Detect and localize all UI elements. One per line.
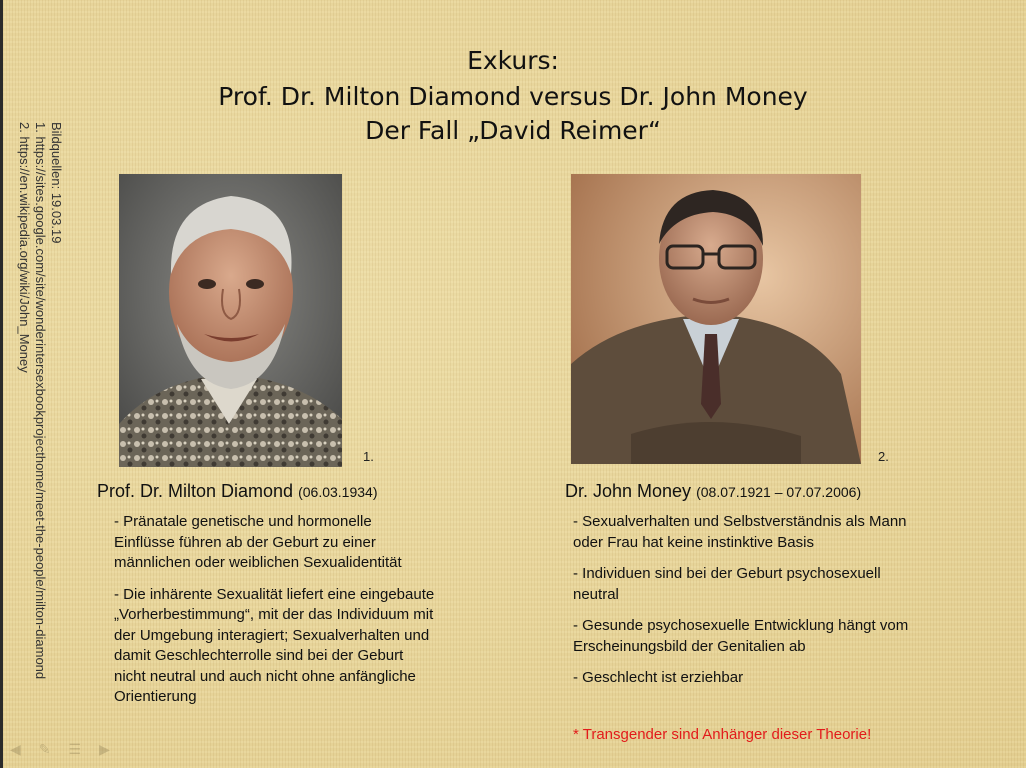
credits-heading: Bildquellen: 19.03.19 [49, 122, 64, 244]
money-dates: (08.07.1921 – 07.07.2006) [696, 484, 862, 500]
slideshow-controls [10, 741, 110, 758]
photo-number-1: 1. [363, 449, 374, 464]
diamond-name: Prof. Dr. Milton Diamond [97, 481, 294, 501]
image-credits [16, 122, 64, 679]
money-name: Dr. John Money [565, 481, 692, 501]
milton-diamond-photo [119, 174, 342, 467]
money-points [573, 512, 918, 700]
john-money-photo [571, 174, 861, 464]
diamond-heading [97, 481, 378, 502]
diamond-dates: (06.03.1934) [298, 484, 378, 500]
money-point-3: - Gesunde psychosexuelle Entwicklung hängt vom Erscheinungsbild der Genitalien ab [573, 617, 909, 655]
pen-icon[interactable]: ✎ [38, 741, 51, 757]
menu-icon[interactable]: ☰ [68, 741, 82, 757]
money-point-2: - Individuen sind bei der Geburt psychosexuell neutral [573, 565, 881, 603]
diamond-point-2: - Die inhärente Sexualität liefert eine eingebaute „Vorherbestimmung“, mit der das Individuum mit der Umgebung interagiert; Sexualverhalten und damit Geschlechterrolle sind bei der Geburt nicht neutral und auch nicht ohne anfängliche Orientierung [114, 585, 435, 705]
slide-title-line-1: Exkurs: [467, 46, 559, 75]
slide-title-line-3: Der Fall „David Reimer“ [365, 116, 661, 145]
previous-slide-icon[interactable]: ◀ [10, 741, 21, 757]
diamond-point-1: - Pränatale genetische und hormonelle Einflüsse führen ab der Geburt zu einer männlichen oder weiblichen Sexualidentität [114, 513, 402, 571]
credits-source-2: 2. https://en.wikipedia.org/wiki/John_Money [17, 122, 32, 373]
money-heading [565, 481, 861, 502]
transgender-note: * Transgender sind Anhänger dieser Theorie! [573, 726, 872, 743]
money-point-4: - Geschlecht ist erziehbar [573, 669, 744, 686]
slide-title-line-2: Prof. Dr. Milton Diamond versus Dr. John Money [218, 82, 808, 111]
photo-number-2: 2. [878, 449, 889, 464]
diamond-points [114, 512, 436, 719]
credits-source-1: 1. https://sites.google.com/site/wonderintersexbookprojecthome/meet-the-people/milton-diamond [33, 122, 48, 680]
money-point-1: - Sexualverhalten und Selbstverständnis als Mann oder Frau hat keine instinktive Basis [573, 513, 907, 551]
next-slide-icon[interactable]: ▶ [99, 741, 110, 757]
